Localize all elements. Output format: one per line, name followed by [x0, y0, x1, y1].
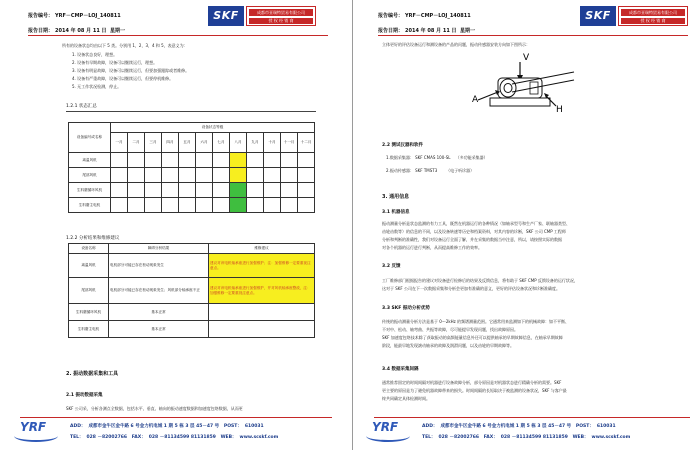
footer-contact: TEL： 028 －82002766 FAX： 028 －81134599 81131859 WEB： www.scskf.com	[422, 435, 631, 440]
status-cell-yellow	[230, 168, 247, 183]
equipment-name: 尾部风机	[69, 278, 109, 304]
page-border-left	[352, 0, 353, 450]
body-line: 分析和判断的准确性，我们对设备运行全面了解，并在采集的数据当中注意，所以，请按照实际的数据	[382, 237, 562, 242]
status-cell-yellow	[230, 153, 247, 168]
instrument-item: 2.振动传感器： SKF TMST3 （电子听诊器）	[386, 168, 475, 173]
section-rule	[66, 111, 316, 112]
month-header: 一月	[111, 133, 128, 153]
sensor-direction-diagram	[470, 46, 580, 126]
month-header: 八月	[230, 133, 247, 153]
section-3-1-heading: 3.1 机器信息	[382, 210, 410, 215]
month-header: 三月	[145, 133, 162, 153]
row-header-cell: 设备编号或名称	[69, 123, 111, 153]
equipment-name: 生料磨循环风机	[69, 304, 109, 321]
footer-rule	[20, 417, 332, 418]
body-line: 对各个机器的运行进行判断，从而提高维修工作的效率。	[382, 245, 482, 250]
body-line: 终共同确定具体检测时间。	[382, 396, 430, 401]
equipment-name: 离温风机	[69, 153, 111, 168]
yrf-logo-swoosh	[14, 430, 58, 442]
table-row	[69, 198, 315, 213]
analysis-table	[68, 243, 315, 338]
table-row	[69, 321, 315, 338]
section-2-2-heading: 2.2 测试仪器和软件	[382, 143, 424, 148]
equipment-name: 生料磨主电机	[69, 198, 111, 213]
column-header: 维修建议	[209, 244, 315, 254]
report-number: 报告编号： YRF－CMP－LOJ_140811	[28, 13, 121, 19]
section-2-1-heading: 2.1 振动数据采集	[66, 393, 103, 398]
section-1-2-2-heading: 1.2.2 分析结果和维修建议	[66, 236, 120, 241]
column-header: 障碍分析结果	[109, 244, 209, 254]
body-paragraph: 立体更好的评估设备运行和测设备的产品的问题，振动传感器安装方向如下图所示：	[382, 42, 530, 47]
table-row	[69, 153, 315, 168]
maintenance-advice	[209, 304, 315, 321]
legend-item: 3. 设备有明显故障，设备可以继续运行，但要加强跟踪或者维修。	[72, 68, 190, 73]
month-header: 十一月	[281, 133, 298, 153]
body-paragraph: SKF 公司采，分析各测点全数据，包括水平、垂直、轴向的振动速度数据和加速度包络数据，从而更	[66, 406, 243, 411]
maintenance-advice	[209, 321, 315, 338]
label-a: A	[472, 95, 479, 105]
skf-wordmark: SKF	[580, 6, 616, 26]
body-line: 工厂维修部门根据报告的建议对设备进行检修后的结果及反馈信息，将有助于 SKF CMP 反馈设备的运行状况，	[382, 278, 578, 283]
legend-item: 1. 设备状态良好，理想。	[72, 52, 118, 57]
month-header: 五月	[179, 133, 196, 153]
month-header: 六月	[196, 133, 213, 153]
section-1-2-1-heading: 1.2.1 状态汇总	[66, 104, 97, 109]
month-header: 二月	[128, 133, 145, 153]
body-line: 更主要的原因是为了避免机器故障带来的损失。时间间隔的长短取决于被监测的设备状况，SKF 与客户最	[382, 388, 567, 393]
equipment-name: 尾部风机	[69, 168, 111, 183]
section-3-3-heading: 3.3 SKF 振动分析优势	[382, 306, 430, 311]
status-summary-table	[68, 122, 315, 213]
body-line: 传统的振动测量分析方法是基于 0～2kHz 的频谱测量范围。它通常用来监测如下的机械故障：如不平衡、	[382, 319, 570, 324]
body-line: 不对中、松动、轴弯曲、共振等故障，尽可能提早发现问题，找出故障原因。	[382, 327, 518, 332]
status-table-title: 设备状态等级	[111, 123, 315, 133]
analysis-result: 基本正常	[109, 321, 209, 338]
skf-logo	[580, 5, 688, 27]
month-header: 四月	[162, 133, 179, 153]
analysis-result: 电机部分可能已存在松动现象发生；风机部分轴承座不正	[109, 278, 209, 304]
section-3-heading: 3. 通用信息	[382, 194, 410, 200]
month-header: 九月	[247, 133, 264, 153]
body-line: 阶段，能最早地发现滚动轴承的故障及润滑问题，以及齿轮的早期故障等。	[382, 343, 514, 348]
table-row	[69, 278, 315, 304]
maintenance-advice: 建议对该电机轴承座进行加强维护；注：加强维修一定要重视注意点。	[209, 254, 315, 278]
distributor-badge: 成都市亚瑞特贸易有限公司 授 权 经 销 商	[246, 6, 316, 26]
body-line: SKF 加速度包络技术除了获取振动的高频能量信息外还可以提供轴承的早期故障信息，在轴承早期故障	[382, 335, 563, 340]
footer-address: ADD： 成都市金牛区金牛路 6 号金力机电城 1 期 5 栋 3 层 45－47 号 POST： 610031	[70, 424, 264, 429]
report-date: 报告日期： 2014 年 08 月 11 日 星期一	[28, 28, 126, 34]
label-v: V	[523, 53, 530, 63]
skf-wordmark: SKF	[208, 6, 244, 26]
maintenance-advice: 建议对该电机轴承座进行加强维护，并对风机轴承座整改，注：加强维修一定要重视注意点。	[209, 278, 315, 304]
status-cell-green	[230, 183, 247, 198]
instrument-item: 1.数据采集器： SKF CMAS 100-SL （多功能采集器）	[386, 155, 488, 160]
report-date: 报告日期： 2014 年 08 月 11 日 星期一	[378, 28, 476, 34]
analysis-result: 基本正常	[109, 304, 209, 321]
legend-item: 4. 设备有严重故障，设备可以继续运行，但要停机维修。	[72, 76, 174, 81]
report-number: 报告编号： YRF－CMP－LOJ_140811	[378, 13, 471, 19]
table-row	[69, 168, 315, 183]
month-header: 十月	[264, 133, 281, 153]
legend-item: 2. 设备有早期故障，设备可以继续运行，理想。	[72, 60, 158, 65]
column-header: 设备名称	[69, 244, 109, 254]
body-line: 通常推荐固定的时间间隔对机器进行设备故障分析，部分原因是对机器状态进行精确分析的需要。SKF	[382, 380, 562, 385]
section-3-2-heading: 3.2 反馈	[382, 264, 401, 269]
body-line: 振动测量分析是状态监测的有力工具，既然在机器运行的各种情况（如轴承型号和生产厂家、联轴器类型、	[382, 221, 570, 226]
header-rule	[378, 35, 688, 36]
status-intro: 所有的设备状态均由以下 5 类。分别用 1，2，3，4 和 5，表意义为：	[62, 43, 188, 48]
distributor-badge: 成都市亚瑞特贸易有限公司 授 权 经 销 商	[618, 6, 688, 26]
equipment-name: 离温风机	[69, 254, 109, 278]
table-row	[69, 183, 315, 198]
section-2-heading: 2. 振动数据采集和工具	[66, 371, 119, 377]
footer-contact: TEL： 028 －82002766 FAX： 028 －81134599 81131859 WEB： www.scskf.com	[70, 435, 279, 440]
status-cell-green	[230, 198, 247, 213]
equipment-name: 生料磨主电机	[69, 321, 109, 338]
body-line: 这对于 SKF 公司在下一次数据采集和分析会更加有准确的意义，更好的评估设备状况和诊断准确度。	[382, 286, 561, 291]
table-row	[69, 304, 315, 321]
footer-address: ADD： 成都市金牛区金牛路 6 号金力机电城 1 期 5 栋 3 层 45－47 号 POST： 610031	[422, 424, 616, 429]
yrf-logo: YRF	[20, 420, 47, 434]
header-rule	[28, 35, 328, 36]
table-row	[69, 254, 315, 278]
month-header: 十二月	[298, 133, 315, 153]
body-line: 齿轮齿数等）的信息的不同，以及设备转速等历史和档案资料，对其内容的诊断，SKF 公司 CMP 工程师	[382, 229, 566, 234]
legend-item: 5. 无工作状况检测，停止。	[72, 84, 122, 89]
analysis-result: 电机部分可能已存在松动现象发生	[109, 254, 209, 278]
equipment-name: 生料磨循环风机	[69, 183, 111, 198]
month-header: 七月	[213, 133, 230, 153]
section-3-4-heading: 3.4 数据采集间隔	[382, 367, 419, 372]
yrf-logo: YRF	[372, 420, 399, 434]
skf-logo	[208, 5, 316, 27]
label-h: H	[556, 105, 563, 115]
